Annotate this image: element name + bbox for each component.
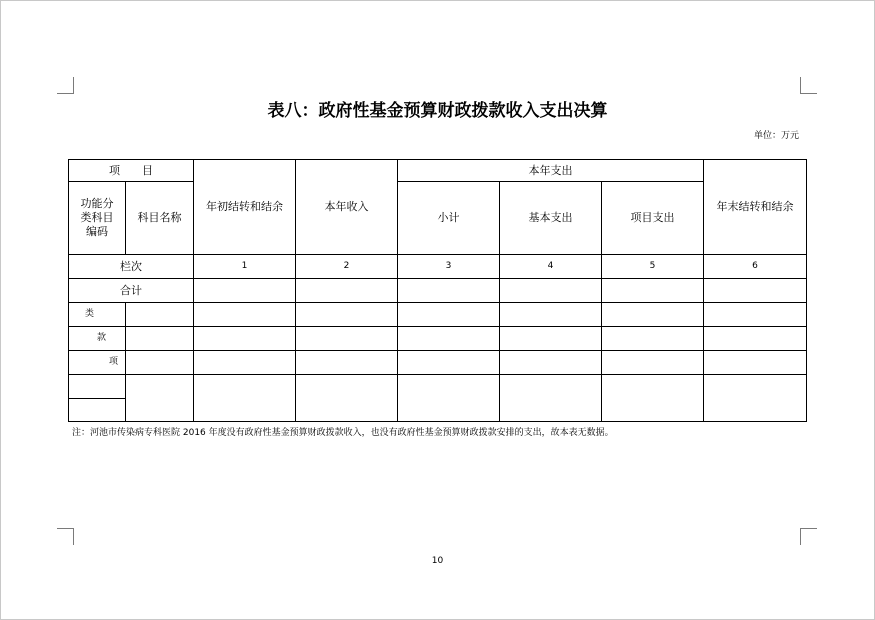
- header-annual-income: 本年收入: [296, 160, 398, 255]
- table-cell: [69, 399, 126, 422]
- header-closing-balance: 年末结转和结余: [704, 160, 807, 255]
- crop-mark-bottom-left: [57, 528, 74, 545]
- column-number-6: 6: [704, 255, 807, 279]
- header-annual-expense: 本年支出: [398, 160, 704, 182]
- row-item-label: 项: [69, 351, 126, 375]
- table-cell: [704, 327, 807, 351]
- header-func-code-text: 功能分类科目编码: [80, 196, 114, 239]
- table-cell: [398, 279, 500, 303]
- table-cell: [398, 375, 500, 422]
- table-cell: [500, 375, 602, 422]
- row-section-label: 款: [69, 327, 126, 351]
- table-cell: [69, 375, 126, 399]
- table-cell: [500, 303, 602, 327]
- table-cell: [296, 279, 398, 303]
- header-basic-expense: 基本支出: [500, 182, 602, 255]
- column-number-1: 1: [194, 255, 296, 279]
- row-category-label: 类: [69, 303, 126, 327]
- table-cell: [398, 351, 500, 375]
- crop-mark-bottom-right: [800, 528, 817, 545]
- table-cell: [602, 375, 704, 422]
- table-cell: [296, 303, 398, 327]
- crop-mark-top-left: [57, 77, 74, 94]
- table-cell: [296, 375, 398, 422]
- column-number-5: 5: [602, 255, 704, 279]
- table-cell: [296, 327, 398, 351]
- table-title: 表八：政府性基金预算财政拨款收入支出决算: [267, 101, 608, 121]
- table-cell: [194, 351, 296, 375]
- header-project: 项 目: [69, 160, 194, 182]
- table-cell: [704, 351, 807, 375]
- table-cell: [296, 351, 398, 375]
- column-number-4: 4: [500, 255, 602, 279]
- page-number: 10: [431, 556, 444, 566]
- column-number-2: 2: [296, 255, 398, 279]
- table-cell: [500, 327, 602, 351]
- header-opening-balance: 年初结转和结余: [194, 160, 296, 255]
- unit-label: 单位：万元: [753, 131, 799, 141]
- table-cell: [126, 327, 194, 351]
- table-cell: [602, 303, 704, 327]
- table-cell: [194, 303, 296, 327]
- table-cell: [194, 327, 296, 351]
- row-column-index-label: 栏次: [69, 255, 194, 279]
- table-cell: [704, 375, 807, 422]
- table-cell: [126, 375, 194, 422]
- crop-mark-top-right: [800, 77, 817, 94]
- column-number-3: 3: [398, 255, 500, 279]
- row-total-label: 合计: [69, 279, 194, 303]
- table-cell: [500, 279, 602, 303]
- table-cell: [126, 351, 194, 375]
- table-cell: [398, 327, 500, 351]
- table-cell: [500, 351, 602, 375]
- header-func-code: [69, 182, 126, 255]
- table-note: 注：河池市传染病专科医院 2016 年度没有政府性基金预算财政拨款收入，也没有政府性基金预算财政拨款安排的支出，故本表无数据。: [72, 428, 614, 438]
- table-cell: [602, 279, 704, 303]
- table-cell: [194, 279, 296, 303]
- table-cell: [398, 303, 500, 327]
- table-cell: [602, 351, 704, 375]
- table-cell: [194, 375, 296, 422]
- table-cell: [704, 279, 807, 303]
- header-subtotal: 小计: [398, 182, 500, 255]
- header-project-expense: 项目支出: [602, 182, 704, 255]
- table-cell: [126, 303, 194, 327]
- table-cell: [602, 327, 704, 351]
- header-subject-name: 科目名称: [126, 182, 194, 255]
- budget-table: [68, 159, 807, 422]
- table-cell: [704, 303, 807, 327]
